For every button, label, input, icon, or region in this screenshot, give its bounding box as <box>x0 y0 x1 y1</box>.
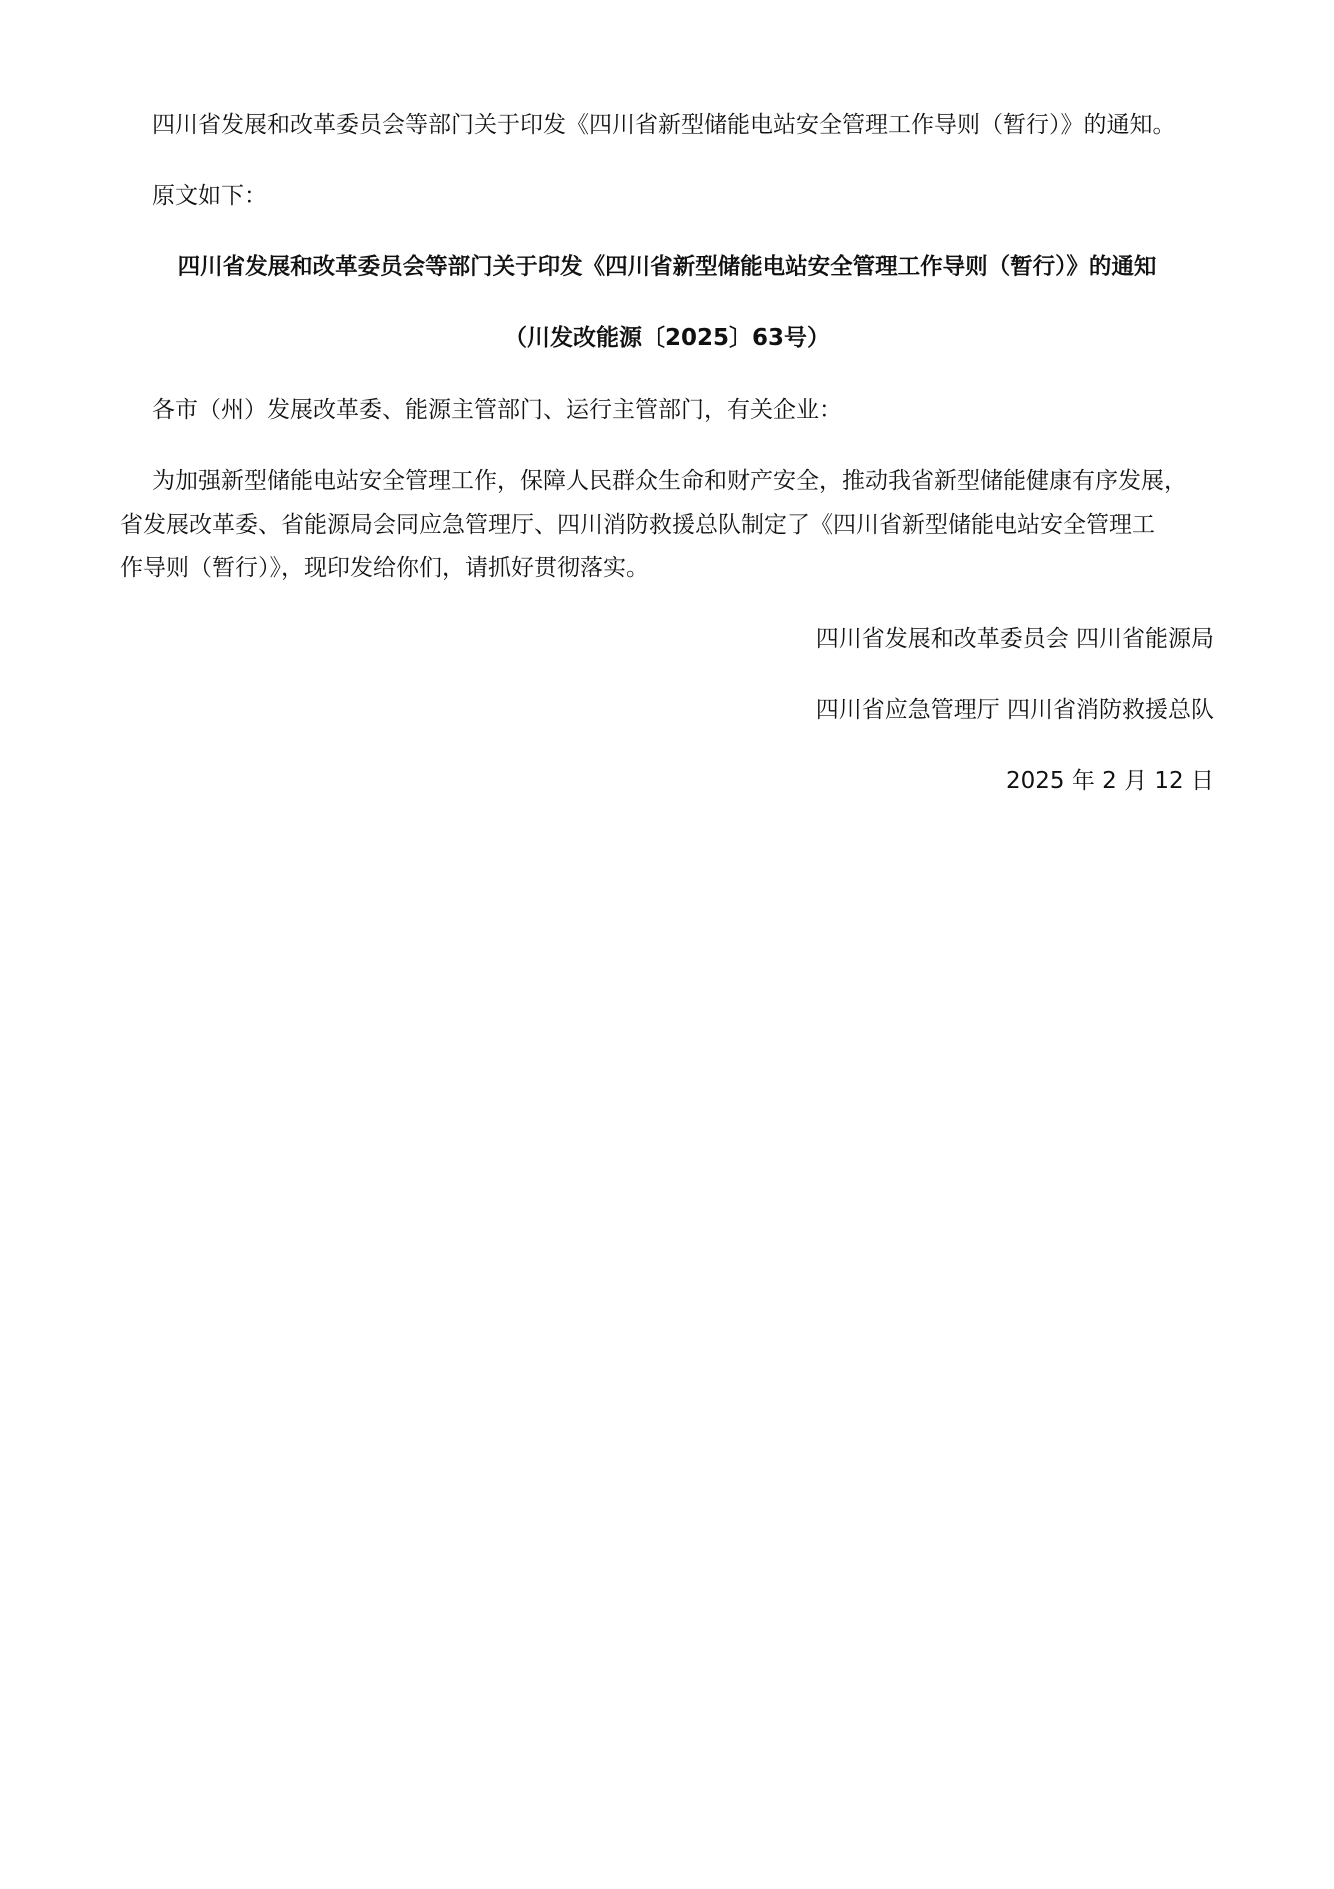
body-line-2: 省发展改革委、省能源局会同应急管理厅、四川消防救援总队制定了《四川省新型储能电站安全管理工 <box>120 512 1155 538</box>
lead-text: 原文如下： <box>152 183 267 209</box>
document-number: （川发改能源〔2025〕63号） <box>503 325 831 351</box>
signature-line-2: 四川省应急管理厅 四川省消防救援总队 <box>815 697 1214 723</box>
notice-title: 四川省发展和改革委员会等部门关于印发《四川省新型储能电站安全管理工作导则（暂行）》的通知 <box>177 254 1157 280</box>
salutation: 各市（州）发展改革委、能源主管部门、运行主管部门，有关企业： <box>152 397 842 423</box>
issue-date: 2025 年 2 月 12 日 <box>1006 768 1214 794</box>
body-line-1: 为加强新型储能电站安全管理工作，保障人民群众生命和财产安全，推动我省新型储能健康有序发展， <box>152 468 1187 494</box>
signature-line-1: 四川省发展和改革委员会 四川省能源局 <box>815 626 1214 652</box>
body-line-3: 作导则（暂行）》，现印发给你们，请抓好贯彻落实。 <box>120 555 649 581</box>
intro-text: 四川省发展和改革委员会等部门关于印发《四川省新型储能电站安全管理工作导则（暂行）》的通知。 <box>152 112 1176 138</box>
